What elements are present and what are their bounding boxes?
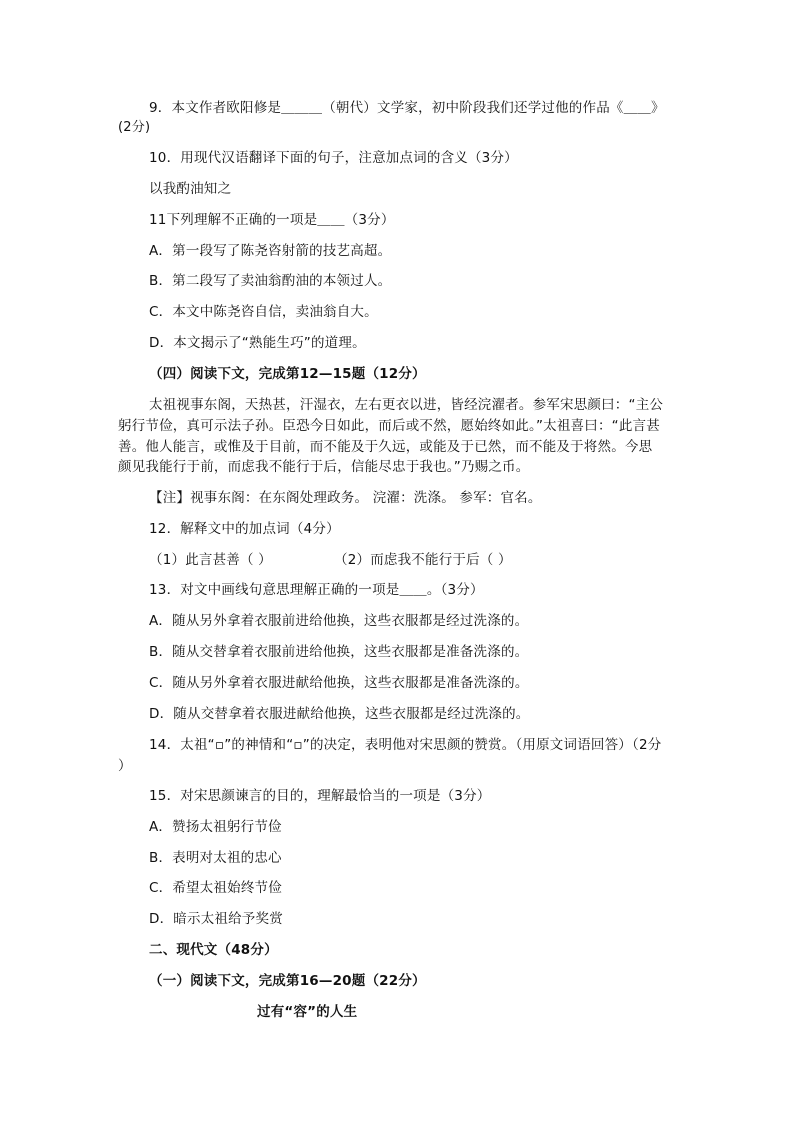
q11-option-d: D．本文揭示了“熟能生巧”的道理。 [149, 335, 366, 351]
q12-item2: （2）而虑我不能行于后（ ） [334, 552, 512, 568]
q14-line2: ） [118, 758, 132, 774]
q13-option-a: A．随从另外拿着衣服前进给他换，这些衣服都是经过洗涤的。 [149, 613, 529, 629]
q15-option-d: D．暗示太祖给予奖赏 [149, 911, 283, 927]
passage-note: 【注】视事东阁：在东阁处理政务。 浣濯：洗涤。 参军：官名。 [149, 490, 542, 506]
q15-option-a: A．赞扬太祖躬行节俭 [149, 819, 282, 835]
q13-option-c: C．随从另外拿着衣服进献给他换，这些衣服都是准备洗涤的。 [149, 675, 529, 691]
q10-prompt: 10．用现代汉语翻译下面的句子，注意加点词的含义（3分） [149, 150, 518, 166]
q12-item1: （1）此言甚善（ ） [149, 552, 272, 568]
passage-line: 太祖视事东阁，天热甚，汗湿衣，左右更衣以进，皆经浣濯者。参军宋思颜曰：“主公 [149, 397, 664, 413]
part2-subheading: （一）阅读下文，完成第16—20题（22分） [149, 973, 426, 989]
q11-option-c: C．本文中陈尧咨自信，卖油翁自大。 [149, 304, 378, 320]
q11-option-a: A．第一段写了陈尧咨射箭的技艺高超。 [149, 243, 392, 259]
q12-prompt: 12．解释文中的加点词（4分） [149, 521, 340, 537]
q15-prompt: 15．对宋思颜谏言的目的，理解最恰当的一项是（3分） [149, 788, 491, 804]
section4-heading: （四）阅读下文，完成第12—15题（12分） [149, 366, 426, 382]
q9-line2: (2分) [118, 120, 151, 135]
q10-sentence: 以我酌油知之 [149, 181, 232, 197]
q9-line1: 9．本文作者欧阳修是＿＿＿（朝代）文学家，初中阶段我们还学过他的作品《＿＿》 [149, 100, 665, 116]
q11-option-b: B．第二段写了卖油翁酌油的本领过人。 [149, 273, 392, 289]
q11-prompt: 11下列理解不正确的一项是＿＿（3分） [149, 212, 395, 228]
passage-line: 颜见我能行于前，而虑我不能行于后，信能尽忠于我也。”乃赐之币。 [118, 459, 530, 475]
passage-line: 善。他人能言，或惟及于目前，而不能及于久远，或能及于已然，而不能及于将然。今思 [118, 439, 653, 455]
q13-option-b: B．随从交替拿着衣服前进给他换，这些衣服都是准备洗涤的。 [149, 644, 529, 660]
article-title: 过有“容”的人生 [257, 1004, 358, 1020]
passage-line: 躬行节俭，真可示法子孙。臣恐今日如此，而后或不然，愿始终如此。”太祖喜曰：“此言甚 [118, 418, 660, 434]
part2-heading: 二、现代文（48分） [149, 942, 278, 958]
q13-prompt: 13．对文中画线句意思理解正确的一项是＿＿。（3分） [149, 582, 484, 598]
q15-option-b: B．表明对太祖的忠心 [149, 850, 282, 866]
q13-option-d: D．随从交替拿着衣服进献给他换，这些衣服都是经过洗涤的。 [149, 706, 530, 722]
q15-option-c: C．希望太祖始终节俭 [149, 880, 282, 896]
q14-line1: 14．太祖“▫”的神情和“▫”的决定，表明他对宋思颜的赞赏。（用原文词语回答）（2分 [149, 737, 662, 753]
